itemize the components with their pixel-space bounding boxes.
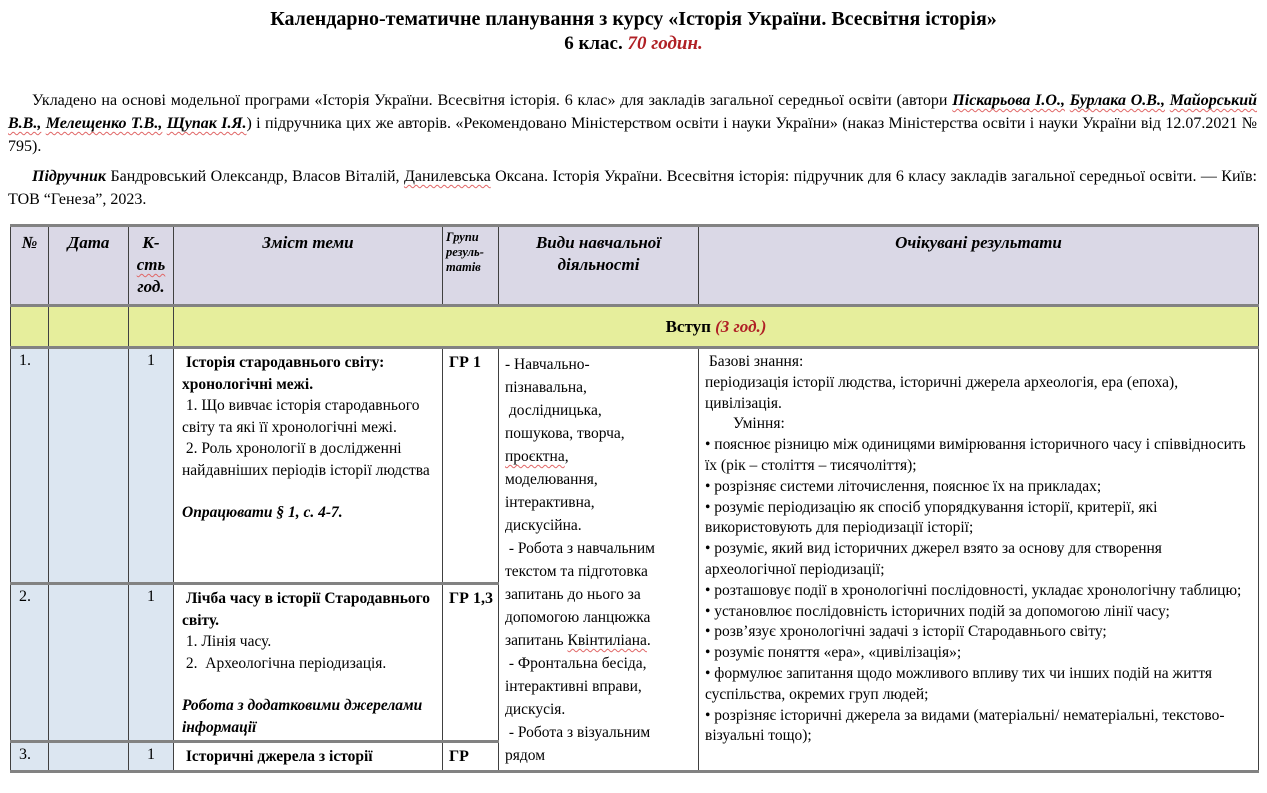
text-segment: • розв’язує хронологічні задачі з історії Стародавнього світу; — [705, 623, 1107, 641]
section-cell-hours — [129, 306, 174, 348]
activities-segment-holder — [505, 540, 659, 649]
text-segment: , — [564, 448, 569, 465]
results-segment-holder — [705, 353, 803, 370]
activities-segment-holder — [505, 402, 602, 419]
column-header-activities — [499, 226, 699, 306]
text-segment: проєктна — [505, 448, 565, 465]
activities-segment-holder — [505, 517, 582, 534]
section-row-vstup — [11, 306, 1259, 348]
topic-segment-holder — [182, 397, 423, 436]
text-segment: періодизація історії людства, історичні джерела археологія, ера (епоха), цивілізація. — [705, 373, 1182, 412]
text-segment: • розуміє поняття «ера», «цивілізація»; — [705, 644, 962, 662]
text-segment: Оксана. Історія України. Всесвітня історія: підручник для 6 класу закладів загальної середньої освіти. — Київ: ТОВ “Генеза”, 2023. — [8, 168, 1257, 208]
text-segment: Мелещенко Т.В., — [45, 115, 163, 132]
text-segment: пізнавальна, — [505, 379, 587, 396]
text-segment: • розрізняє історичні джерела за видами (матеріальні/ нематеріальні, текстово- візуальні тощо); — [705, 706, 1229, 745]
text-segment: Види навчальної діяльності — [535, 233, 666, 274]
activities-segment-holder — [505, 448, 569, 465]
results-segment-holder — [705, 623, 1107, 640]
activities-segment-holder — [505, 379, 587, 396]
text-segment: сть — [136, 255, 166, 274]
topic-segment-holder — [182, 748, 373, 765]
text-segment: • розуміє періодизацію як спосіб упорядкування історії, критерії, які використовують для періодизації історії; — [705, 498, 1162, 537]
text-segment: Дата — [67, 233, 110, 252]
topic-segment-holder — [182, 354, 388, 393]
header-segment-holder — [137, 255, 166, 274]
activities-segment-holder — [505, 471, 598, 488]
result-group-cell: ГР — [443, 742, 499, 772]
date-cell — [49, 348, 129, 584]
column-header-hours — [129, 226, 174, 306]
text-segment: Групи — [446, 230, 479, 244]
header-segment-holder — [137, 277, 164, 296]
text-segment: Щупак І.Я. — [166, 115, 247, 132]
results-segment-holder — [705, 374, 1182, 412]
text-segment: дослідницька, — [505, 402, 602, 419]
hours-cell: 1 — [129, 584, 174, 742]
date-cell — [49, 742, 129, 772]
page-subtitle — [0, 32, 1267, 56]
text-segment: . — [646, 632, 651, 649]
activities-segment-holder — [505, 494, 595, 511]
activities-segment-holder — [505, 724, 654, 764]
intro-paragraph-program — [8, 89, 1257, 158]
results-segment-holder — [705, 436, 1250, 474]
row-number-cell: 1. — [11, 348, 49, 584]
section-label: Вступ — [665, 316, 711, 336]
header-segment-holder — [895, 233, 1062, 252]
text-segment: • установлює послідовність історичних подій за допомогою лінії часу; — [705, 602, 1170, 620]
topic-segment-holder — [182, 440, 430, 479]
date-cell — [49, 584, 129, 742]
text-segment: № — [21, 233, 38, 252]
section-hours-label: (3 год.) — [715, 316, 767, 336]
header-row — [11, 226, 1259, 306]
text-segment: Історія стародавнього світу: хронологічні межі. — [182, 354, 389, 393]
text-segment: К- — [142, 233, 160, 252]
column-header-result-groups — [443, 226, 499, 306]
text-segment: • розуміє, який вид історичних джерел взято за основу для створення археологічної періодизації; — [705, 540, 1166, 578]
topic-segment-holder — [182, 697, 426, 736]
text-segment: 2. Археологічна періодизація. — [182, 654, 387, 672]
text-segment: • пояснює різницю між одиницями вимірювання історичного часу і співвідносить їх (рік – століття – тисячоліття); — [705, 436, 1250, 474]
topic-segment-holder — [182, 504, 343, 521]
header-segment-holder — [446, 230, 479, 244]
subtitle-hours-label: 70 годин. — [627, 33, 703, 54]
text-segment: Уміння: — [733, 415, 785, 433]
result-group-cell: ГР 1,3 — [443, 584, 499, 742]
text-segment: резуль- — [446, 245, 484, 259]
row-number-cell: 2. — [11, 584, 49, 742]
text-segment: - Навчально- — [505, 356, 590, 373]
text-segment: • формулює запитання щодо можливого впливу тих чи інших подій на життя суспільства, окремих груп людей; — [705, 664, 1216, 703]
text-segment: Робота з додатковими джерелами інформації — [182, 697, 427, 736]
section-title-cell — [174, 306, 1259, 348]
header-segment-holder — [446, 245, 484, 259]
results-segment-holder — [705, 603, 1170, 620]
text-segment: пошукова, творча, — [505, 425, 625, 442]
column-header-number — [11, 226, 49, 306]
results-segment-holder — [705, 540, 1166, 578]
topic-segment-holder — [182, 590, 434, 629]
results-segment-holder — [705, 582, 1241, 599]
text-segment: Квінтиліана — [567, 632, 647, 649]
activities-segment-holder — [505, 655, 650, 718]
row-number-cell: 3. — [11, 742, 49, 772]
text-segment: год. — [137, 277, 165, 296]
text-segment: дискусійна. — [505, 517, 582, 534]
page-title: Календарно-тематичне планування з курсу «Історія України. Всесвітня історія» — [270, 8, 997, 30]
results-segment-holder — [733, 415, 785, 432]
header-segment-holder — [22, 233, 38, 252]
text-segment: Укладено на основі модельної програми «Історія України. Всесвітня історія. 6 клас» для закладів загальної середньої освіти (автори — [32, 92, 953, 109]
text-segment: Майорський В.В., — [8, 92, 1258, 132]
hours-cell: 1 — [129, 348, 174, 584]
result-group-cell: ГР 1 — [443, 348, 499, 584]
topic-content-cell — [174, 742, 443, 772]
planning-table — [10, 224, 1259, 773]
text-segment: 1. Лінія часу. — [182, 633, 272, 650]
text-segment: Піскарьова І.О., — [952, 92, 1065, 109]
text-segment: • розрізняє системи літочислення, пояснює їх на прикладах; — [705, 477, 1102, 495]
section-cell-number — [11, 306, 49, 348]
intro-paragraph-textbook — [8, 165, 1257, 211]
text-segment: Історичні джерела з історії — [182, 748, 373, 765]
topic-segment-holder — [182, 655, 386, 672]
text-segment: • розташовує події в хронологічні послідовності, укладає хронологічну таблицю; — [705, 581, 1242, 599]
text-segment: Підручник — [32, 168, 107, 185]
hours-cell: 1 — [129, 742, 174, 772]
document-page — [0, 6, 1267, 773]
text-segment: Бандровський Олександр, Власов Віталій, — [106, 168, 404, 185]
text-segment: татів — [446, 260, 481, 274]
text-segment: 2. Роль хронології в дослідженні найдавніших періодів історії людства — [182, 440, 430, 479]
activities-segment-holder — [505, 425, 625, 442]
text-segment: Бурлака О.В., — [1069, 92, 1165, 109]
text-segment: Очікувані результати — [895, 233, 1062, 252]
text-segment: Опрацювати § 1, с. 4-7. — [182, 504, 343, 521]
results-segment-holder — [705, 644, 961, 661]
text-segment: - Робота з навчальним текстом та підготовка запитань до нього за допомогою ланцюжка запитань — [505, 540, 659, 649]
subtitle-class-label: 6 клас. — [564, 33, 623, 54]
activities-segment-holder — [505, 356, 590, 373]
section-cell-date — [49, 306, 129, 348]
topic-content-cell — [174, 584, 443, 742]
header-segment-holder — [262, 233, 353, 252]
column-header-topic — [174, 226, 443, 306]
column-header-expected-results — [699, 226, 1259, 306]
results-segment-holder — [705, 665, 1216, 703]
text-segment: ) і підручника цих же авторів. «Рекомендовано Міністерством освіти і науки України» (наказ Міністерства освіти і науки України від 12.07.2021 № 795). — [8, 115, 1258, 155]
header-segment-holder — [536, 233, 665, 274]
topic-segment-holder — [182, 633, 271, 650]
text-segment: Базові знання: — [705, 353, 804, 370]
results-segment-holder — [705, 707, 1228, 745]
text-segment: Данилевська — [403, 168, 491, 185]
column-header-date — [49, 226, 129, 306]
text-segment: Лічба часу в історії Стародавнього світу. — [182, 590, 434, 629]
text-segment: Зміст теми — [262, 233, 354, 252]
header-segment-holder — [68, 233, 110, 252]
topic-content-cell — [174, 348, 443, 584]
results-segment-holder — [705, 478, 1101, 495]
text-segment: інтерактивна, — [505, 494, 595, 511]
text-segment: моделювання, — [505, 471, 598, 488]
table-row-1 — [11, 348, 1259, 584]
text-segment: - Робота з візуальним рядом — [505, 724, 655, 764]
text-segment: - Фронтальна бесіда, інтерактивні вправи, дискусія. — [505, 655, 651, 718]
text-segment: 1. Що вивчає історія стародавнього світу та які її хронологічні межі. — [182, 397, 424, 436]
header-segment-holder — [446, 260, 481, 274]
activities-cell — [499, 348, 699, 772]
results-segment-holder — [705, 499, 1161, 537]
header-segment-holder — [142, 233, 159, 252]
expected-results-cell — [699, 348, 1259, 772]
